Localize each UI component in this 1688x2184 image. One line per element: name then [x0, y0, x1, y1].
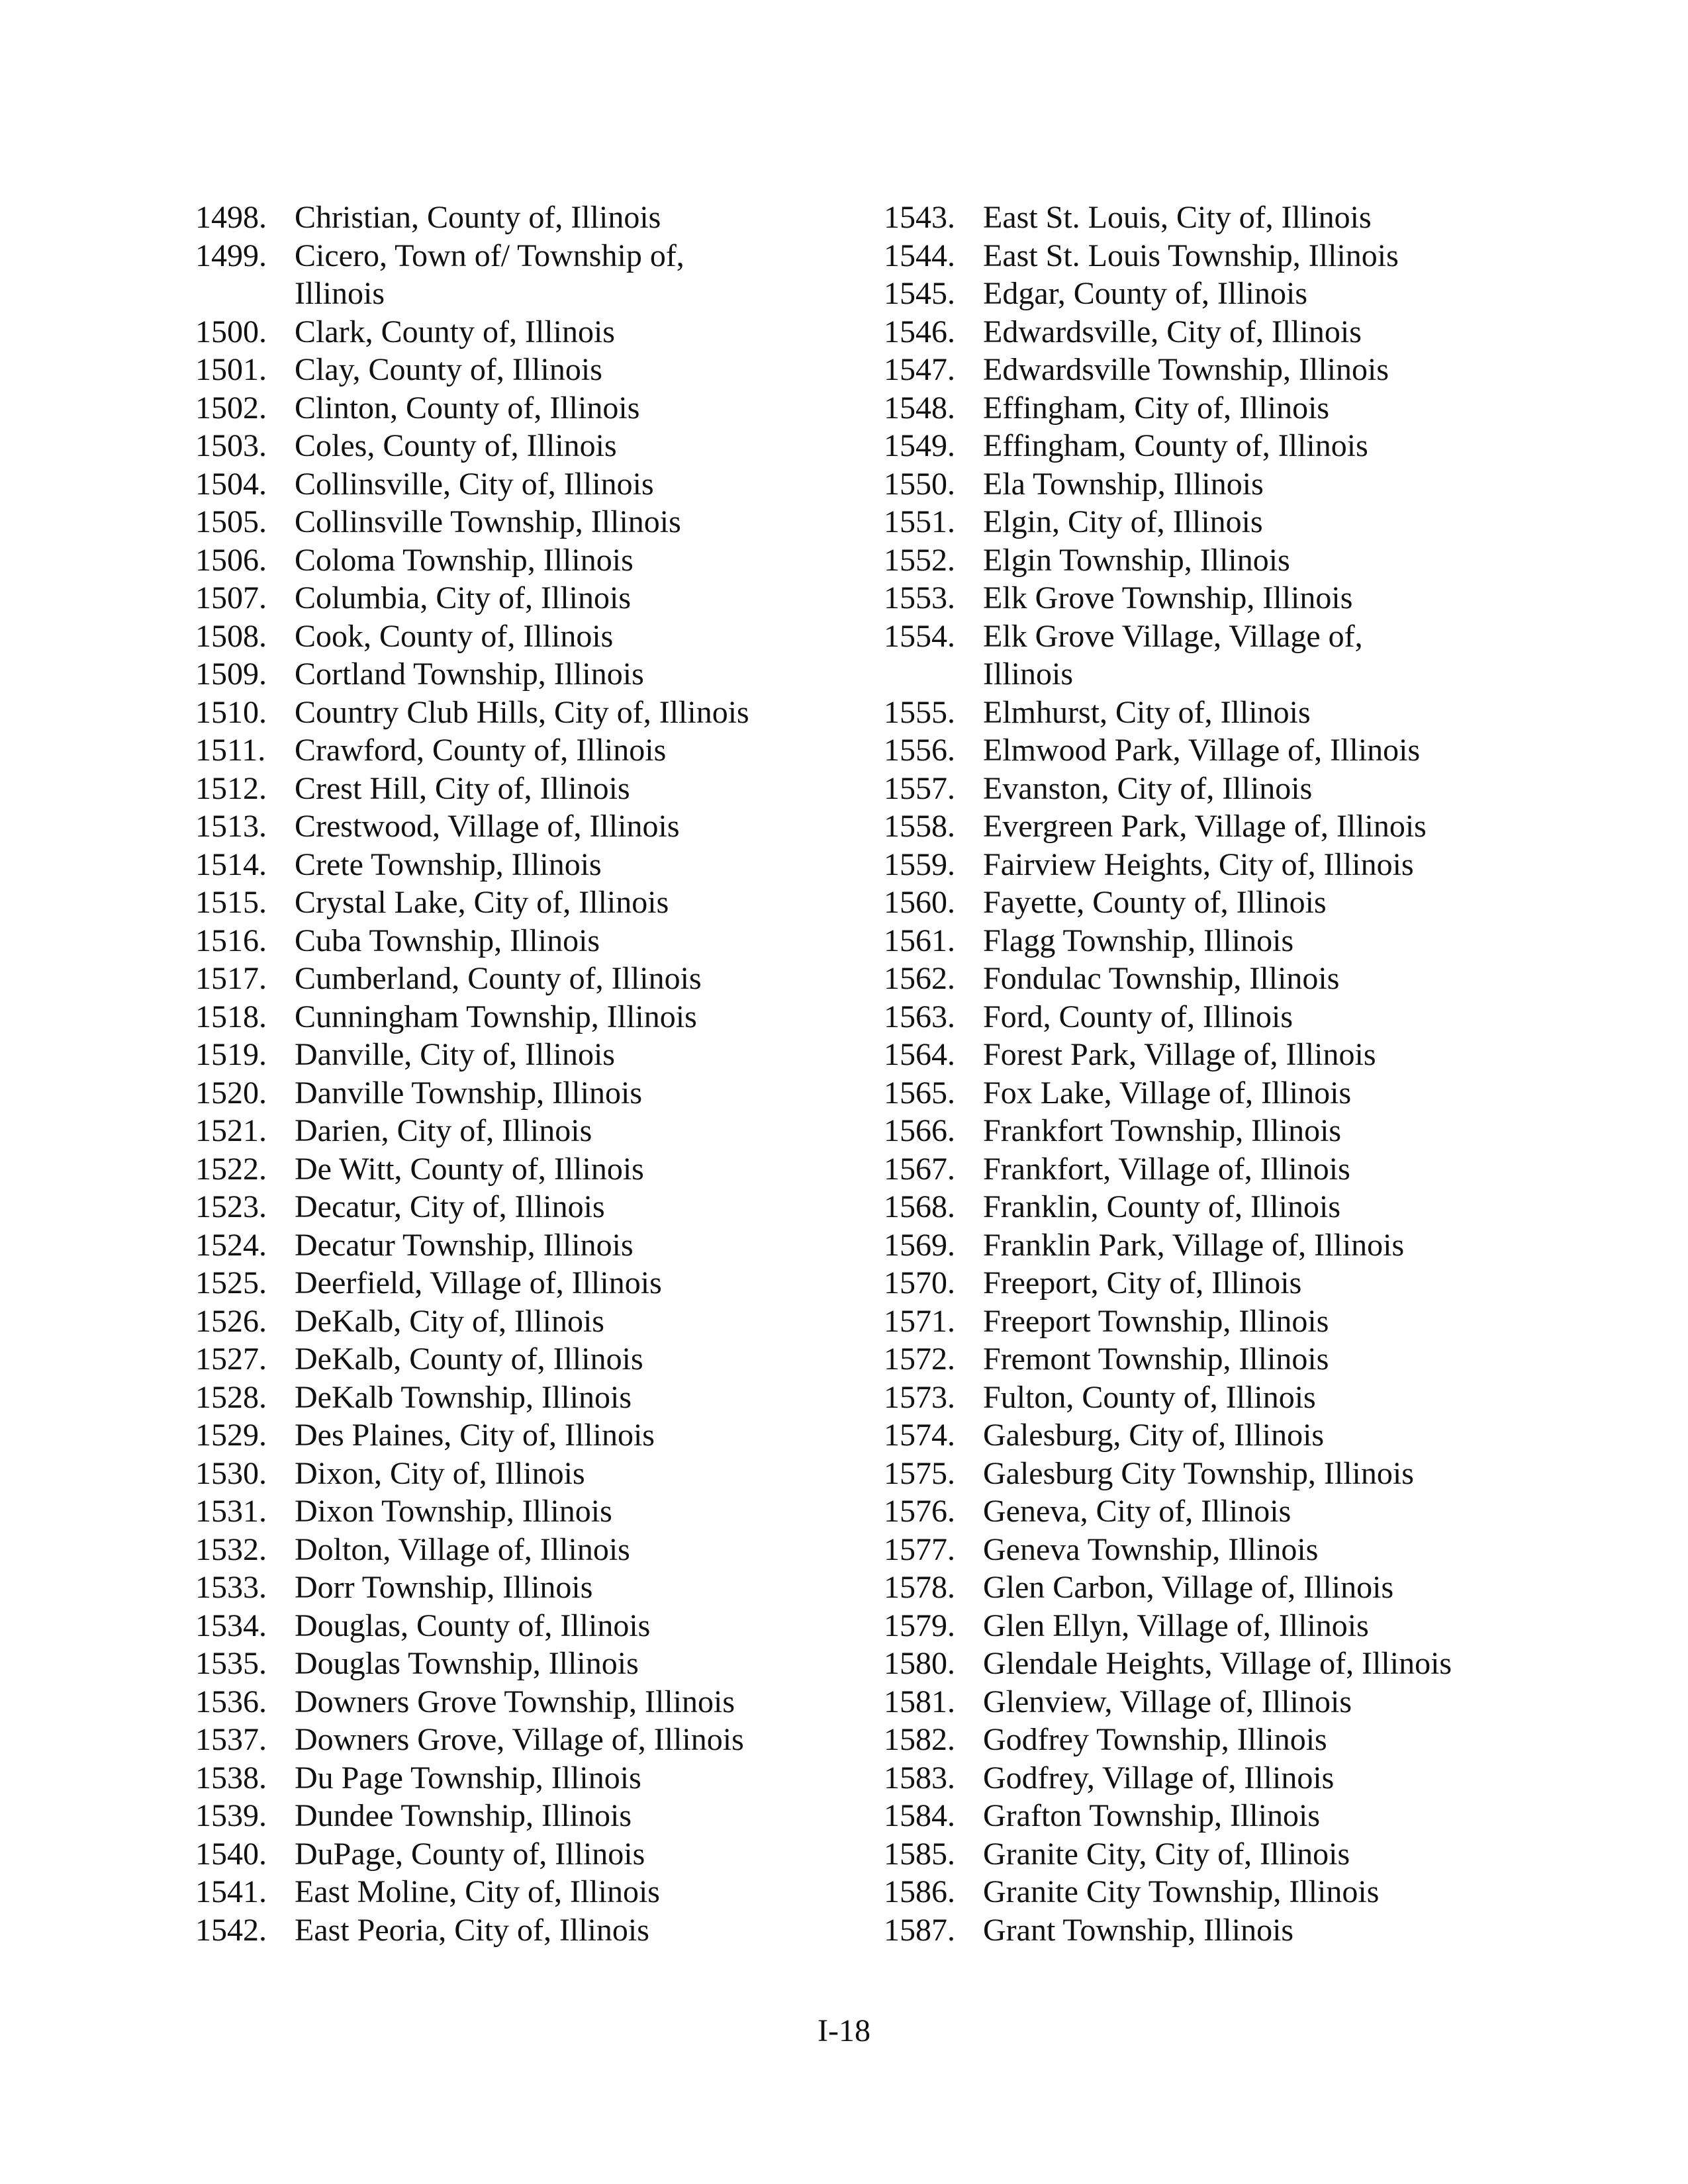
- list-item: [195, 579, 870, 617]
- entry-name: DuPage, County of, Illinois: [295, 1836, 645, 1872]
- entry-number: 1550.: [884, 466, 955, 502]
- list-item: [884, 199, 1546, 237]
- list-item: [884, 313, 1546, 351]
- list-item: [884, 998, 1546, 1036]
- list-item: [195, 1683, 870, 1721]
- entry-name: Fondulac Township, Illinois: [983, 961, 1340, 996]
- entry-number: 1537.: [195, 1722, 267, 1757]
- entry-number: 1521.: [195, 1113, 267, 1148]
- entry-number: 1539.: [195, 1798, 267, 1833]
- list-item: [884, 694, 1546, 732]
- list-item: [195, 427, 870, 465]
- right-column-list: [884, 199, 1546, 1949]
- entry-number: 1523.: [195, 1189, 267, 1224]
- entry-name: Collinsville, City of, Illinois: [295, 466, 654, 502]
- entry-number: 1587.: [884, 1912, 955, 1948]
- entry-name: Douglas, County of, Illinois: [295, 1608, 651, 1643]
- entry-number: 1527.: [195, 1342, 267, 1377]
- list-item: [884, 579, 1546, 617]
- list-item: [884, 770, 1546, 808]
- entry-number: 1538.: [195, 1760, 267, 1796]
- entry-number: 1581.: [884, 1684, 955, 1719]
- entry-name: Collinsville Township, Illinois: [295, 504, 681, 539]
- entry-name: Du Page Township, Illinois: [295, 1760, 641, 1796]
- entry-name: Edgar, County of, Illinois: [983, 276, 1308, 311]
- entry-number: 1520.: [195, 1075, 267, 1111]
- entry-number: 1578.: [884, 1570, 955, 1605]
- entry-number: 1556.: [884, 733, 955, 768]
- entry-number: 1543.: [884, 200, 955, 235]
- list-item: [884, 1150, 1546, 1189]
- entry-number: 1574.: [884, 1418, 955, 1453]
- entry-number: 1579.: [884, 1608, 955, 1643]
- entry-name: Forest Park, Village of, Illinois: [983, 1037, 1376, 1072]
- entry-name: Cuba Township, Illinois: [295, 923, 600, 958]
- entry-name: Galesburg City Township, Illinois: [983, 1455, 1414, 1491]
- page-number: I-18: [818, 2013, 870, 2048]
- entry-name: Coles, County of, Illinois: [295, 428, 617, 463]
- list-item: [884, 1074, 1546, 1113]
- entry-name: Elk Grove Township, Illinois: [983, 580, 1353, 615]
- list-item: [884, 731, 1546, 770]
- list-item: [884, 1797, 1546, 1835]
- entry-number: 1519.: [195, 1037, 267, 1072]
- list-item: [884, 1036, 1546, 1074]
- entry-name: Country Club Hills, City of, Illinois: [295, 694, 749, 730]
- entry-name: Dorr Township, Illinois: [295, 1570, 593, 1605]
- entry-name: Crestwood, Village of, Illinois: [295, 809, 680, 844]
- entry-number: 1561.: [884, 923, 955, 958]
- entry-number: 1503.: [195, 428, 267, 463]
- entry-name: DeKalb Township, Illinois: [295, 1379, 632, 1415]
- entry-name: East St. Louis Township, Illinois: [983, 238, 1399, 273]
- entry-number: 1540.: [195, 1836, 267, 1872]
- list-item: [195, 1492, 870, 1531]
- entry-number: 1501.: [195, 352, 267, 387]
- entry-number: 1526.: [195, 1303, 267, 1339]
- list-item: [195, 1264, 870, 1302]
- list-item: [884, 960, 1546, 998]
- list-item: [884, 1188, 1546, 1226]
- list-item: [884, 541, 1546, 580]
- list-item: [884, 503, 1546, 541]
- entry-number: 1536.: [195, 1684, 267, 1719]
- entry-number: 1548.: [884, 390, 955, 426]
- entry-name: Glendale Heights, Village of, Illinois: [983, 1646, 1452, 1681]
- entry-name: Flagg Township, Illinois: [983, 923, 1294, 958]
- entry-number: 1517.: [195, 961, 267, 996]
- entry-number: 1534.: [195, 1608, 267, 1643]
- list-item: [884, 1835, 1546, 1874]
- entry-number: 1506.: [195, 542, 267, 578]
- list-item: [195, 1074, 870, 1113]
- entry-name: Des Plaines, City of, Illinois: [295, 1418, 655, 1453]
- entry-name: Glen Ellyn, Village of, Illinois: [983, 1608, 1369, 1643]
- list-item: [884, 807, 1546, 846]
- entry-number: 1562.: [884, 961, 955, 996]
- list-item: [195, 1911, 870, 1950]
- list-item: [195, 960, 870, 998]
- list-item: [884, 922, 1546, 960]
- entry-name: Cortland Township, Illinois: [295, 657, 644, 692]
- list-item: [195, 1721, 870, 1759]
- entry-number: 1554.: [884, 618, 955, 654]
- list-item: [884, 846, 1546, 884]
- entry-name: Effingham, County of, Illinois: [983, 428, 1368, 463]
- entry-number: 1572.: [884, 1342, 955, 1377]
- entry-number: 1507.: [195, 580, 267, 615]
- entry-number: 1515.: [195, 885, 267, 920]
- entry-name: De Witt, County of, Illinois: [295, 1151, 644, 1187]
- entry-name: Galesburg, City of, Illinois: [983, 1418, 1325, 1453]
- entry-number: 1545.: [884, 276, 955, 311]
- list-item: [195, 1188, 870, 1226]
- list-item: [884, 1112, 1546, 1150]
- entry-name: Clark, County of, Illinois: [295, 314, 615, 349]
- entry-number: 1509.: [195, 657, 267, 692]
- entry-number: 1502.: [195, 390, 267, 426]
- entry-name: Granite City Township, Illinois: [983, 1874, 1380, 1909]
- entry-name: Ford, County of, Illinois: [983, 999, 1293, 1034]
- entry-number: 1525.: [195, 1265, 267, 1300]
- list-item: [884, 1759, 1546, 1797]
- entry-name: Elgin, City of, Illinois: [983, 504, 1263, 539]
- entry-name: Crystal Lake, City of, Illinois: [295, 885, 669, 920]
- list-item: [884, 1226, 1546, 1265]
- list-item: [195, 807, 870, 846]
- list-item: [884, 1340, 1546, 1379]
- list-item: [195, 1226, 870, 1265]
- list-item: [884, 1683, 1546, 1721]
- entry-name: Clay, County of, Illinois: [295, 352, 602, 387]
- list-item: [195, 655, 870, 694]
- entry-name: Evergreen Park, Village of, Illinois: [983, 809, 1427, 844]
- entry-number: 1533.: [195, 1570, 267, 1605]
- entry-number: 1565.: [884, 1075, 955, 1111]
- entry-name: Cicero, Town of/ Township of, Illinois: [295, 238, 684, 311]
- entry-name: Dixon, City of, Illinois: [295, 1455, 585, 1491]
- entry-number: 1551.: [884, 504, 955, 539]
- entry-number: 1511.: [195, 733, 266, 768]
- list-item: [884, 1264, 1546, 1302]
- entry-number: 1524.: [195, 1227, 267, 1263]
- entry-name: East St. Louis, City of, Illinois: [983, 200, 1372, 235]
- entry-name: Cumberland, County of, Illinois: [295, 961, 702, 996]
- entry-number: 1516.: [195, 923, 267, 958]
- entry-name: Douglas Township, Illinois: [295, 1646, 639, 1681]
- entry-name: Cook, County of, Illinois: [295, 618, 614, 654]
- entry-name: Danville Township, Illinois: [295, 1075, 643, 1111]
- entry-name: DeKalb, City of, Illinois: [295, 1303, 604, 1339]
- entry-number: 1532.: [195, 1531, 267, 1567]
- entry-number: 1584.: [884, 1798, 955, 1833]
- entry-name: Godfrey Township, Illinois: [983, 1722, 1327, 1757]
- entry-number: 1576.: [884, 1494, 955, 1529]
- entry-name: Fremont Township, Illinois: [983, 1342, 1329, 1377]
- entry-name: Cunningham Township, Illinois: [295, 999, 697, 1034]
- entry-name: Grafton Township, Illinois: [983, 1798, 1321, 1833]
- list-item: [884, 237, 1546, 275]
- list-item: [195, 1112, 870, 1150]
- entry-name: Edwardsville, City of, Illinois: [983, 314, 1362, 349]
- entry-name: Fulton, County of, Illinois: [983, 1379, 1316, 1415]
- list-item: [195, 731, 870, 770]
- entry-number: 1528.: [195, 1379, 267, 1415]
- list-item: [195, 617, 870, 656]
- entry-number: 1560.: [884, 885, 955, 920]
- entry-name: Elk Grove Village, Village of, Illinois: [983, 618, 1363, 692]
- entry-name: Fox Lake, Village of, Illinois: [983, 1075, 1352, 1111]
- list-item: [195, 1759, 870, 1797]
- entry-number: 1508.: [195, 618, 267, 654]
- list-item: [884, 1302, 1546, 1341]
- entry-name: Downers Grove Township, Illinois: [295, 1684, 735, 1719]
- list-item: [884, 465, 1546, 504]
- entry-name: East Peoria, City of, Illinois: [295, 1912, 649, 1948]
- list-item: [195, 1797, 870, 1835]
- entry-number: 1500.: [195, 314, 267, 349]
- list-item: [884, 617, 1546, 694]
- list-item: [884, 351, 1546, 389]
- entry-number: 1513.: [195, 809, 267, 844]
- entry-name: Ela Township, Illinois: [983, 466, 1264, 502]
- entry-number: 1530.: [195, 1455, 267, 1491]
- list-item: [884, 1607, 1546, 1645]
- entry-name: DeKalb, County of, Illinois: [295, 1342, 643, 1377]
- entry-number: 1557.: [884, 770, 955, 806]
- entry-name: Evanston, City of, Illinois: [983, 770, 1313, 806]
- list-item: [195, 503, 870, 541]
- entry-name: Granite City, City of, Illinois: [983, 1836, 1350, 1872]
- entry-number: 1577.: [884, 1531, 955, 1567]
- entry-name: Glenview, Village of, Illinois: [983, 1684, 1352, 1719]
- entry-name: Geneva Township, Illinois: [983, 1531, 1319, 1567]
- entry-number: 1559.: [884, 846, 955, 882]
- entry-name: Frankfort, Village of, Illinois: [983, 1151, 1350, 1187]
- list-item: [195, 1416, 870, 1455]
- list-item: [195, 1645, 870, 1683]
- entry-name: Crete Township, Illinois: [295, 846, 602, 882]
- list-item: [195, 770, 870, 808]
- entry-number: 1585.: [884, 1836, 955, 1872]
- entry-number: 1529.: [195, 1418, 267, 1453]
- entry-number: 1582.: [884, 1722, 955, 1757]
- entry-name: Decatur Township, Illinois: [295, 1227, 633, 1263]
- entry-number: 1563.: [884, 999, 955, 1034]
- entry-number: 1544.: [884, 238, 955, 273]
- entry-name: Geneva, City of, Illinois: [983, 1494, 1291, 1529]
- list-item: [884, 389, 1546, 428]
- list-item: [195, 1455, 870, 1493]
- entry-number: 1547.: [884, 352, 955, 387]
- entry-number: 1531.: [195, 1494, 267, 1529]
- list-item: [195, 313, 870, 351]
- entry-name: Christian, County of, Illinois: [295, 200, 661, 235]
- entry-name: Godfrey, Village of, Illinois: [983, 1760, 1335, 1796]
- entry-number: 1505.: [195, 504, 267, 539]
- entry-name: Freeport Township, Illinois: [983, 1303, 1329, 1339]
- list-item: [884, 1645, 1546, 1683]
- list-item: [195, 1036, 870, 1074]
- left-column-list: [195, 199, 870, 1949]
- entry-number: 1583.: [884, 1760, 955, 1796]
- entry-number: 1499.: [195, 238, 267, 273]
- entry-number: 1566.: [884, 1113, 955, 1148]
- list-item: [195, 199, 870, 237]
- entry-number: 1498.: [195, 200, 267, 235]
- entry-number: 1535.: [195, 1646, 267, 1681]
- entry-number: 1514.: [195, 846, 267, 882]
- entry-name: Decatur, City of, Illinois: [295, 1189, 605, 1224]
- entry-name: Effingham, City of, Illinois: [983, 390, 1330, 426]
- entry-number: 1546.: [884, 314, 955, 349]
- list-item: [195, 1150, 870, 1189]
- list-item: [195, 1302, 870, 1341]
- entry-number: 1558.: [884, 809, 955, 844]
- entry-number: 1567.: [884, 1151, 955, 1187]
- entry-number: 1518.: [195, 999, 267, 1034]
- list-item: [195, 884, 870, 922]
- entry-name: Edwardsville Township, Illinois: [983, 352, 1389, 387]
- entry-name: Fayette, County of, Illinois: [983, 885, 1327, 920]
- list-item: [884, 1492, 1546, 1531]
- list-item: [884, 1379, 1546, 1417]
- list-item: [884, 884, 1546, 922]
- entry-name: Clinton, County of, Illinois: [295, 390, 640, 426]
- entry-name: Grant Township, Illinois: [983, 1912, 1294, 1948]
- list-item: [884, 1531, 1546, 1569]
- entry-name: Danville, City of, Illinois: [295, 1037, 615, 1072]
- list-item: [195, 1531, 870, 1569]
- entry-name: Deerfield, Village of, Illinois: [295, 1265, 662, 1300]
- entry-name: Crawford, County of, Illinois: [295, 733, 667, 768]
- list-item: [884, 1721, 1546, 1759]
- entry-name: Franklin, County of, Illinois: [983, 1189, 1340, 1224]
- list-item: [195, 1569, 870, 1607]
- entry-name: East Moline, City of, Illinois: [295, 1874, 660, 1909]
- entry-number: 1510.: [195, 694, 267, 730]
- list-item: [884, 1455, 1546, 1493]
- entry-number: 1553.: [884, 580, 955, 615]
- entry-name: Fairview Heights, City of, Illinois: [983, 846, 1414, 882]
- entry-number: 1564.: [884, 1037, 955, 1072]
- entry-number: 1512.: [195, 770, 267, 806]
- entry-name: Freeport, City of, Illinois: [983, 1265, 1302, 1300]
- entry-number: 1552.: [884, 542, 955, 578]
- list-item: [884, 1911, 1546, 1950]
- entry-number: 1541.: [195, 1874, 267, 1909]
- list-item: [195, 541, 870, 580]
- entry-number: 1580.: [884, 1646, 955, 1681]
- entry-number: 1549.: [884, 428, 955, 463]
- list-item: [884, 1416, 1546, 1455]
- entry-number: 1586.: [884, 1874, 955, 1909]
- entry-name: Dundee Township, Illinois: [295, 1798, 632, 1833]
- list-item: [195, 1835, 870, 1874]
- list-item: [195, 465, 870, 504]
- entry-name: Frankfort Township, Illinois: [983, 1113, 1342, 1148]
- entry-name: Glen Carbon, Village of, Illinois: [983, 1570, 1394, 1605]
- list-item: [884, 427, 1546, 465]
- entry-number: 1555.: [884, 694, 955, 730]
- entry-number: 1504.: [195, 466, 267, 502]
- list-item: [195, 846, 870, 884]
- list-item: [195, 389, 870, 428]
- entry-name: Crest Hill, City of, Illinois: [295, 770, 630, 806]
- list-item: [884, 275, 1546, 313]
- entry-name: Elmhurst, City of, Illinois: [983, 694, 1311, 730]
- entry-name: Darien, City of, Illinois: [295, 1113, 592, 1148]
- entry-number: 1570.: [884, 1265, 955, 1300]
- entry-number: 1542.: [195, 1912, 267, 1948]
- list-item: [195, 237, 870, 313]
- entry-number: 1573.: [884, 1379, 955, 1415]
- list-item: [195, 1607, 870, 1645]
- entry-number: 1571.: [884, 1303, 955, 1339]
- entry-name: Coloma Township, Illinois: [295, 542, 633, 578]
- list-item: [195, 1379, 870, 1417]
- entry-name: Elgin Township, Illinois: [983, 542, 1290, 578]
- entry-name: Downers Grove, Village of, Illinois: [295, 1722, 744, 1757]
- list-item: [884, 1569, 1546, 1607]
- list-item: [195, 998, 870, 1036]
- list-item: [195, 1873, 870, 1911]
- entry-name: Elmwood Park, Village of, Illinois: [983, 733, 1421, 768]
- entry-name: Dixon Township, Illinois: [295, 1494, 612, 1529]
- entry-name: Columbia, City of, Illinois: [295, 580, 632, 615]
- entry-name: Franklin Park, Village of, Illinois: [983, 1227, 1405, 1263]
- entry-number: 1569.: [884, 1227, 955, 1263]
- entry-number: 1522.: [195, 1151, 267, 1187]
- list-item: [195, 922, 870, 960]
- list-item: [884, 1873, 1546, 1911]
- entry-number: 1575.: [884, 1455, 955, 1491]
- list-item: [195, 351, 870, 389]
- list-item: [195, 1340, 870, 1379]
- entry-name: Dolton, Village of, Illinois: [295, 1531, 630, 1567]
- list-item: [195, 694, 870, 732]
- entry-number: 1568.: [884, 1189, 955, 1224]
